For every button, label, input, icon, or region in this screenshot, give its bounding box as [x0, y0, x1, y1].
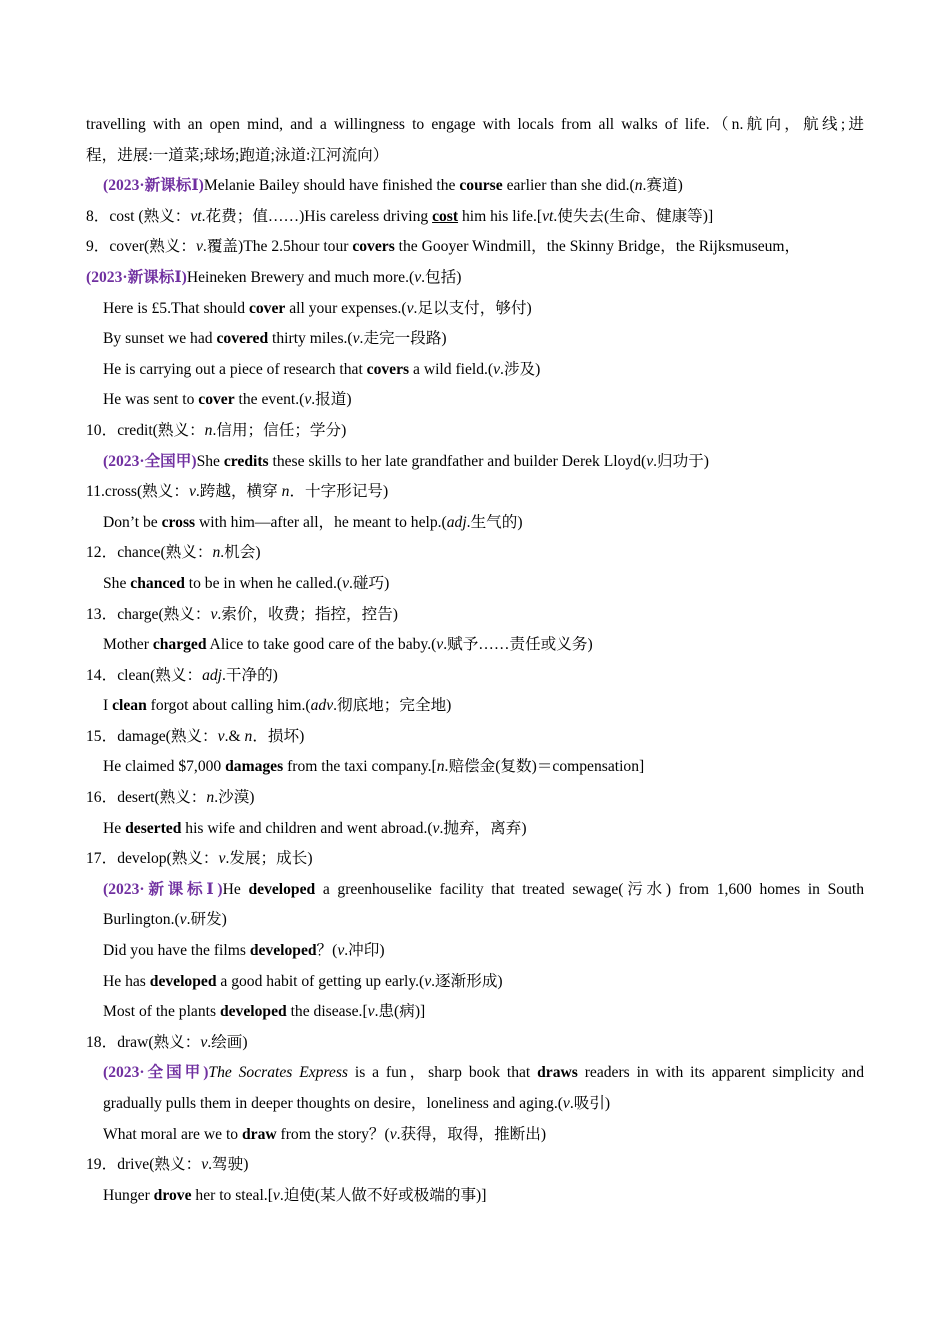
keyword: damages — [225, 758, 284, 776]
example-sentence: What moral are we to draw from the story？(v.获得，取得，推断出) — [103, 1125, 547, 1143]
example-sentence: He is carrying out a piece of research that covers a wild field.(v.涉及) — [103, 360, 541, 378]
example-sentence: He claimed $7,000 damages from the taxi company.[n.赔偿金(复数)＝compensation] — [103, 758, 645, 776]
example-sentence: She chanced to be in when he called.(v.碰巧) — [103, 574, 390, 592]
keyword: drove — [153, 1186, 192, 1204]
entry-heading: 17．develop(熟义：v.发展；成长) — [86, 850, 313, 868]
keyword: chanced — [130, 574, 185, 592]
keyword: cover — [198, 391, 235, 409]
example-sentence: Hunger drove her to steal.[v.迫使(某人做不好或极端的事)] — [103, 1186, 487, 1204]
example-sentence: I clean forgot about calling him.(adv.彻底地；完全地) — [103, 697, 452, 715]
keyword: clean — [112, 697, 147, 715]
example-sentence: (2023·全国甲)She credits these skills to her late grandfather and builder Derek Lloyd(v.归功于) — [103, 452, 709, 470]
keyword: deserted — [125, 819, 182, 837]
source-tag: (2023·新课标Ⅰ) — [103, 880, 223, 898]
keyword: draw — [241, 1125, 277, 1143]
document-page — [86, 110, 864, 1211]
entry-heading: 13．charge(熟义：v.索价，收费；指控，控告) — [86, 605, 398, 623]
example-sentence: (2023·新课标Ⅰ)He developed a greenhouselike facility that treated sewage(污水) from 1,600 homes in South — [103, 880, 864, 898]
source-tag: (2023·新课标Ⅰ) — [86, 268, 187, 286]
entry-heading: 10．credit(熟义：n.信用；信任；学分) — [86, 421, 347, 439]
entry-heading: 8．cost (熟义：vt.花费；值……)His careless driving cost him his life.[vt.使失去(生命、健康等)] — [86, 207, 714, 225]
entry-heading: 18．draw(熟义：v.绘画) — [86, 1033, 248, 1051]
example-sentence: Here is £5.That should cover all your expenses.(v.足以支付，够付) — [103, 299, 532, 317]
example-sentence: Most of the plants developed the disease.[v.患(病)] — [103, 1003, 426, 1021]
intro-line: 程，进展:一道菜;球场;跑道;泳道:江河流向） — [86, 146, 389, 164]
entry-heading: 12．chance(熟义：n.机会) — [86, 544, 261, 562]
keyword: cost — [432, 207, 459, 225]
entry-heading: 14．clean(熟义：adj.干净的) — [86, 666, 278, 684]
source-tag: (2023·全国甲) — [103, 1064, 209, 1082]
example-sentence: He deserted his wife and children and went abroad.(v.抛弃，离弃) — [103, 819, 527, 837]
keyword: covers — [366, 360, 410, 378]
entry-heading: 19．drive(熟义：v.驾驶) — [86, 1156, 249, 1174]
keyword: covers — [352, 238, 395, 256]
example-sentence: He was sent to cover the event.(v.报道) — [103, 391, 352, 409]
source-tag: (2023·新课标Ⅰ) — [103, 177, 204, 195]
keyword: developed — [219, 1003, 287, 1021]
intro-line: travelling with an open mind, and a willingness to engage with locals from all walks of life.（n.航向，航线;进 — [86, 116, 864, 133]
example-sentence: Don’t be cross with him—after all，he meant to help.(adj.生气的) — [103, 513, 523, 531]
example-sentence: Did you have the films developed？(v.冲印) — [103, 942, 385, 960]
example-sentence: (2023·全国甲)The Socrates Express is a fun，sharp book that draws readers in with its apparent simplicity and — [103, 1064, 865, 1082]
example-sentence: (2023·新课标Ⅰ)Melanie Bailey should have finished the course earlier than she did.(n.赛道) — [103, 177, 683, 195]
keyword: developed — [249, 942, 317, 960]
example-continuation: Burlington.(v.研发) — [103, 911, 227, 929]
entry-heading: 15．damage(熟义：v.& n．损坏) — [86, 727, 305, 745]
keyword: credits — [223, 452, 269, 470]
entry-heading: 11.cross(熟义：v.跨越，横穿 n．十字形记号) — [86, 483, 389, 501]
example-sentence: Mother charged Alice to take good care of the baby.(v.赋予……责任或义务) — [103, 636, 593, 654]
source-tag: (2023·全国甲) — [103, 452, 197, 470]
keyword: draws — [537, 1064, 578, 1082]
keyword: covered — [216, 330, 269, 348]
keyword: developed — [248, 880, 316, 898]
entry-heading: 9．cover(熟义：v.覆盖)The 2.5hour tour covers the Gooyer Windmill，the Skinny Bridge，the Rijksmuseum， — [86, 238, 801, 256]
example-sentence: He has developed a good habit of getting up early.(v.逐渐形成) — [103, 972, 503, 990]
keyword: cover — [248, 299, 286, 317]
book-title: The Socrates Express — [208, 1064, 348, 1082]
example-sentence: By sunset we had covered thirty miles.(v.走完一段路) — [103, 330, 447, 348]
entry-heading: 16．desert(熟义：n.沙漠) — [86, 789, 255, 807]
keyword: course — [459, 177, 503, 195]
keyword: charged — [152, 636, 207, 654]
example-continuation: gradually pulls them in deeper thoughts on desire，loneliness and aging.(v.吸引) — [103, 1095, 611, 1112]
entry-continuation: (2023·新课标Ⅰ)Heineken Brewery and much more.(v.包括) — [86, 268, 462, 286]
keyword: cross — [161, 513, 196, 531]
keyword: developed — [149, 972, 217, 990]
